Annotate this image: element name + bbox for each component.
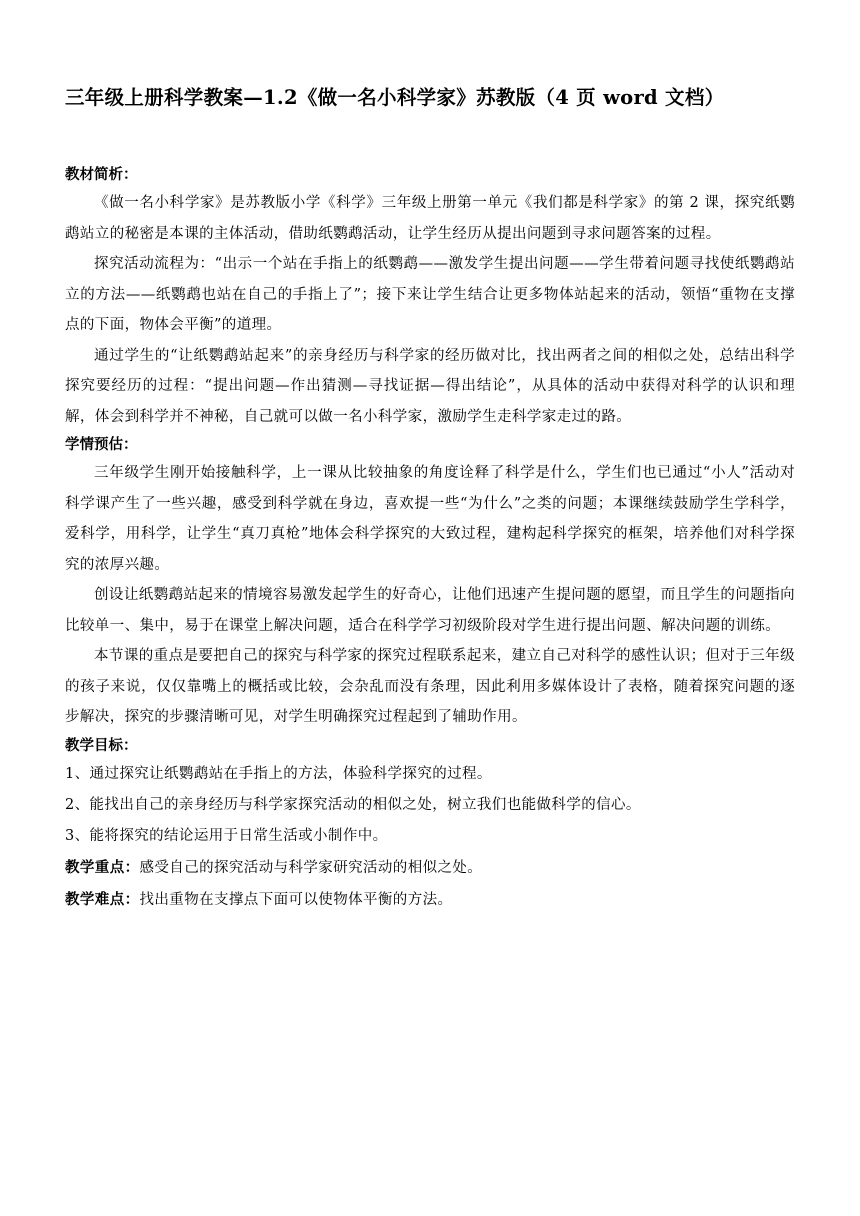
section-student-assessment [65, 432, 795, 733]
section-heading: 教学目标： [65, 736, 138, 754]
goal-item: 1、通过探究让纸鹦鹉站在手指上的方法，体验科学探究的过程。 [65, 765, 492, 782]
paragraph: 本节课的重点是要把自己的探究与科学家的探究过程联系起来，建立自己对科学的感性认识；但对于三年级的孩子来说，仅仅靠嘴上的概括或比较，会杂乱而没有条理，因此利用多媒体设计了表格，随着探究问题的逐步解决，探究的步骤清晰可见，对学生明确探究过程起到了辅助作用。 [65, 648, 795, 725]
paragraph: 创设让纸鹦鹉站起来的情境容易激发起学生的好奇心，让他们迅速产生提问题的愿望，而且学生的问题指向比较单一、集中，易于在课堂上解决问题，适合在科学学习初级阶段对学生进行提出问题、解决问题的训练。 [65, 587, 795, 634]
section-heading: 学情预估： [65, 436, 138, 453]
section-heading: 教材简析： [65, 166, 138, 183]
key-point-label: 教学重点： [65, 858, 140, 876]
document-title: 三年级上册科学教案—1.2《做一名小科学家》苏教版（4 页 word 文档） [65, 86, 725, 109]
paragraph: 探究活动流程为：“出示一个站在手指上的纸鹦鹉——激发学生提出问题——学生带着问题寻找使纸鹦鹉站立的方法——纸鹦鹉也站在自己的手指上了”；接下来让学生结合让更多物体站起来的活动，领悟“重物在支撑点的下面，物体会平衡”的道理。 [65, 256, 795, 333]
goal-item: 3、能将探究的结论运用于日常生活或小制作中。 [65, 827, 388, 844]
difficult-point-label: 教学难点： [65, 890, 140, 908]
difficult-point-line [65, 884, 795, 916]
paragraph: 三年级学生刚开始接触科学，上一课从比较抽象的角度诠释了科学是什么，学生们也已通过“小人”活动对科学课产生了一些兴趣，感受到科学就在身边，喜欢提一些“为什么”之类的问题；本课继续鼓励学生学科学，爱科学，用科学，让学生“真刀真枪”地体会科学探究的大致过程，建构起科学探究的框架，培养他们对科学探究的浓厚兴趣。 [65, 465, 795, 573]
goal-item: 2、能找出自己的亲身经历与科学家探究活动的相似之处，树立我们也能做科学的信心。 [65, 796, 641, 813]
paragraph: 《做一名小科学家》是苏教版小学《科学》三年级上册第一单元《我们都是科学家》的第 2 课，探究纸鹦鹉站立的秘密是本课的主体活动，借助纸鹦鹉活动，让学生经历从提出问题到寻求问题答案的过程。 [65, 195, 795, 242]
section-textbook-analysis [65, 162, 795, 432]
key-point-text: 感受自己的探究活动与科学家研究活动的相似之处。 [139, 859, 483, 876]
paragraph: 通过学生的“让纸鹦鹉站起来”的亲身经历与科学家的经历做对比，找出两者之间的相似之处，总结出科学探究要经历的过程：“提出问题—作出猜测—寻找证据—得出结论”，从具体的活动中获得对科学的认识和理解，体会到科学并不神秘，自己就可以做一名小科学家，激励学生走科学家走过的路。 [65, 347, 795, 425]
key-point-line [65, 852, 795, 884]
section-teaching-goals [65, 733, 795, 852]
difficult-point-text: 找出重物在支撑点下面可以使物体平衡的方法。 [139, 891, 453, 908]
document-page [65, 84, 795, 916]
